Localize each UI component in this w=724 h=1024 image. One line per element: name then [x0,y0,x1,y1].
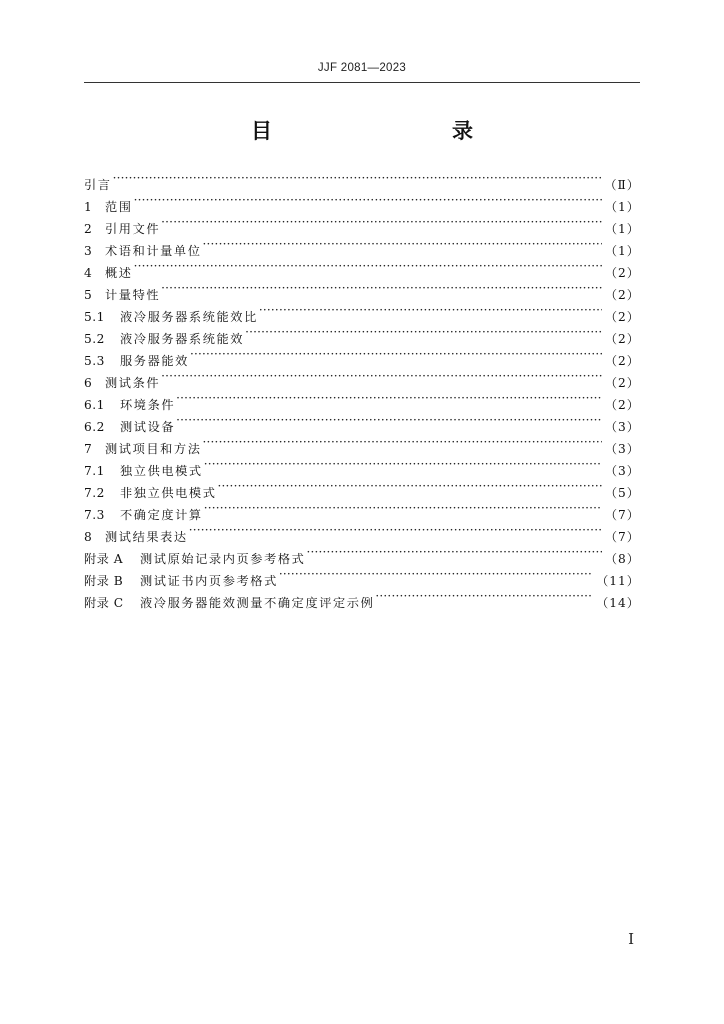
toc-entry[interactable] [84,277,640,302]
toc-entry-number: 7.2 [84,486,105,500]
toc-dot-leader [375,585,593,607]
toc-entry-title: 液冷服务器能效测量不确定度评定示例 [140,596,375,610]
toc-entry-page: （3） [604,420,640,434]
toc-dot-leader [190,343,602,365]
toc-entry-page: （2） [604,398,640,412]
toc-dot-leader [218,475,602,497]
toc-entry-title: 引言 [84,178,112,192]
toc-entry-number: 6.2 [84,420,105,434]
toc-dot-leader [176,387,602,409]
toc-entry-number: 5 [84,288,93,302]
toc-entry-title: 计量特性 [105,288,161,302]
toc-entry-page: （2） [604,354,640,368]
toc-dot-leader [176,409,602,431]
toc-entry-page: （11） [596,574,640,588]
toc-entry-title: 独立供电模式 [120,464,203,478]
toc-entry-page: （1） [604,222,640,236]
toc-entry-page: （8） [604,552,640,566]
toc-dot-leader [161,365,602,387]
toc-entry-page: （1） [604,244,640,258]
toc-dot-leader [134,255,602,277]
toc-entry-page: （2） [604,376,640,390]
toc-entry-page: （5） [604,486,640,500]
toc-entry[interactable] [84,211,640,236]
toc-dot-leader [189,519,602,541]
toc-entry-page: （Ⅱ） [604,178,640,192]
toc-entry-page: （1） [604,200,640,214]
toc-dot-leader [161,277,602,299]
toc-dot-leader [134,189,602,211]
toc-entry[interactable] [84,233,640,258]
toc-dot-leader [259,299,602,321]
toc-entry-title: 引用文件 [105,222,161,236]
toc-entry-page: （7） [604,530,640,544]
toc-entry-title: 范围 [105,200,133,214]
toc-entry[interactable] [84,387,640,412]
toc-entry-page: （7） [604,508,640,522]
toc-entry-title: 非独立供电模式 [120,486,217,500]
toc-entry-number: 4 [84,266,93,280]
toc-entry-title: 术语和计量单位 [105,244,202,258]
toc-entry-title: 服务器能效 [120,354,189,368]
toc-entry[interactable] [84,255,640,280]
toc-entry-title: 液冷服务器系统能效 [120,332,245,346]
header-rule [84,82,640,83]
toc-dot-leader [204,497,602,519]
toc-entry-page: （3） [604,464,640,478]
toc-entry-number: 5.2 [84,332,105,346]
toc-entry-title: 概述 [105,266,133,280]
toc-entry-number: 7 [84,442,93,456]
toc-entry-page: （3） [604,442,640,456]
toc-entry-number: 1 [84,200,93,214]
toc-entry-number: 附录 B [84,574,124,588]
toc-dot-leader [279,563,593,585]
toc-entry-title: 液冷服务器系统能效比 [120,310,258,324]
toc-entry-title: 测试证书内页参考格式 [140,574,278,588]
toc-entry-title: 测试项目和方法 [105,442,202,456]
toc-dot-leader [161,211,602,233]
toc-entry-title: 测试条件 [105,376,161,390]
toc-entry-title: 测试原始记录内页参考格式 [140,552,306,566]
toc-entry-title: 测试结果表达 [105,530,188,544]
toc-dot-leader [245,321,602,343]
toc-entry-number: 8 [84,530,93,544]
toc-entry-title: 不确定度计算 [120,508,203,522]
toc-entry-page: （2） [604,310,640,324]
toc-dot-leader [203,431,602,453]
page-number: I [628,930,634,948]
toc-entry-number: 7.1 [84,464,105,478]
toc-entry[interactable] [84,167,640,192]
toc-entry[interactable] [84,299,640,324]
toc-entry[interactable] [84,189,640,214]
toc-entry-page: （2） [604,288,640,302]
toc-dot-leader [204,453,602,475]
toc-entry-number: 附录 A [84,552,124,566]
toc-entry-title: 测试设备 [120,420,176,434]
toc-entry-title: 环境条件 [120,398,176,412]
toc-title: 目 录 [251,119,519,143]
toc-entry-page: （14） [596,596,640,610]
toc-entry-number: 6.1 [84,398,105,412]
toc-entry-number: 2 [84,222,93,236]
toc-entry-number: 6 [84,376,93,390]
toc-entry-page: （2） [604,266,640,280]
toc-entry-number: 5.3 [84,354,105,368]
toc-entry-page: （2） [604,332,640,346]
toc-dot-leader [203,233,602,255]
toc-entry-number: 5.1 [84,310,105,324]
page-header-standard-code: JJF 2081—2023 [317,62,407,74]
toc-entry-number: 3 [84,244,93,258]
toc-entry-number: 7.3 [84,508,105,522]
toc-entry-number: 附录 C [84,596,124,610]
table-of-contents [84,167,640,610]
toc-dot-leader [113,167,602,189]
toc-entry[interactable] [84,365,640,390]
toc-dot-leader [306,541,601,563]
